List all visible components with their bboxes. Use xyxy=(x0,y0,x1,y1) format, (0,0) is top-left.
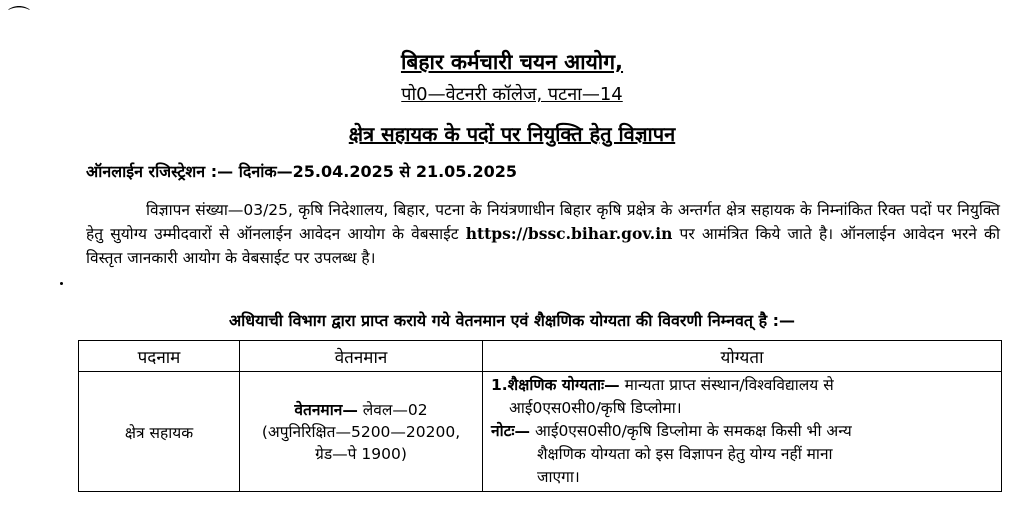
pay-label: वेतनमान— xyxy=(294,400,358,419)
header-post: पदनाम xyxy=(79,341,240,372)
para-part1: विज्ञापन संख्या—03/25, कृषि निदेशालय, बिहार, पटना के नियंत्रणाधीन बिहार कृषि प्रक्षेत्र के अन्तर्गत क्षेत्र सहायक के निम्नांकित रिक्त पदों पर नियुक्ति हेतु सुयोग्य उम्मीदवारों से ऑनलाईन आवेदन आयोग के वेबसाईट xyxy=(86,201,1000,243)
org-address: पो0—वेटनरी कॉलेज, पटना—14 xyxy=(401,84,623,105)
post-name: क्षेत्र सहायक xyxy=(79,372,240,492)
pay-scale xyxy=(240,372,483,492)
table-row xyxy=(79,372,1002,492)
org-name: बिहार कर्मचारी चयन आयोग, xyxy=(400,50,624,74)
header-qualification: योग्यता xyxy=(483,341,1002,372)
note-text1: आई0एस0सी0/कृषि डिप्लोमा के समकक्ष किसी भी अन्य xyxy=(530,422,852,440)
corner-mark: ⌒ xyxy=(8,6,31,31)
note-text2: शैक्षणिक योग्यता को इस विज्ञापन हेतु योग्य नहीं माना xyxy=(537,445,833,463)
qual-text1: मान्यता प्राप्त संस्थान/विश्वविद्यालय से xyxy=(619,376,834,394)
pay-range: (अपुनिरिक्षित—5200—20200, xyxy=(261,422,461,441)
note-label: नोटः— xyxy=(491,422,531,440)
stray-dot xyxy=(60,282,63,285)
grade-pay: ग्रेड—पे 1900) xyxy=(315,444,407,463)
pay-level: लेवल—02 xyxy=(357,400,428,419)
header-pay: वेतनमान xyxy=(240,341,483,372)
ad-title: क्षेत्र सहायक के पदों पर नियुक्ति हेतु विज्ञापन xyxy=(348,122,676,146)
advertisement-paragraph xyxy=(86,198,1000,270)
qual-label: 1.शैक्षणिक योग्यताः— xyxy=(491,376,620,394)
para-part2: पर आमंत्रित किये जाते है। ऑनलाईन आवेदन भरने की विस्तृत जानकारी आयोग के वेबसाईट पर उपलब्ध है। xyxy=(86,225,1000,267)
qual-text2: आई0एस0सी0/कृषि डिप्लोमा। xyxy=(509,399,682,417)
details-table xyxy=(78,340,1002,492)
qualification xyxy=(483,372,1002,492)
website-link[interactable]: https://bssc.bihar.gov.in xyxy=(465,224,673,243)
registration-dates: ऑनलाईन रजिस्ट्रेशन :— दिनांक—25.04.2025 से 21.05.2025 xyxy=(86,162,518,181)
table-header-row xyxy=(79,341,1002,372)
table-intro: अधियाची विभाग द्वारा प्राप्त कराये गये वेतनमान एवं शैक्षणिक योग्यता की विवरणी निम्नवत् है :— xyxy=(228,311,796,330)
note-text3: जाएगा। xyxy=(537,468,580,486)
